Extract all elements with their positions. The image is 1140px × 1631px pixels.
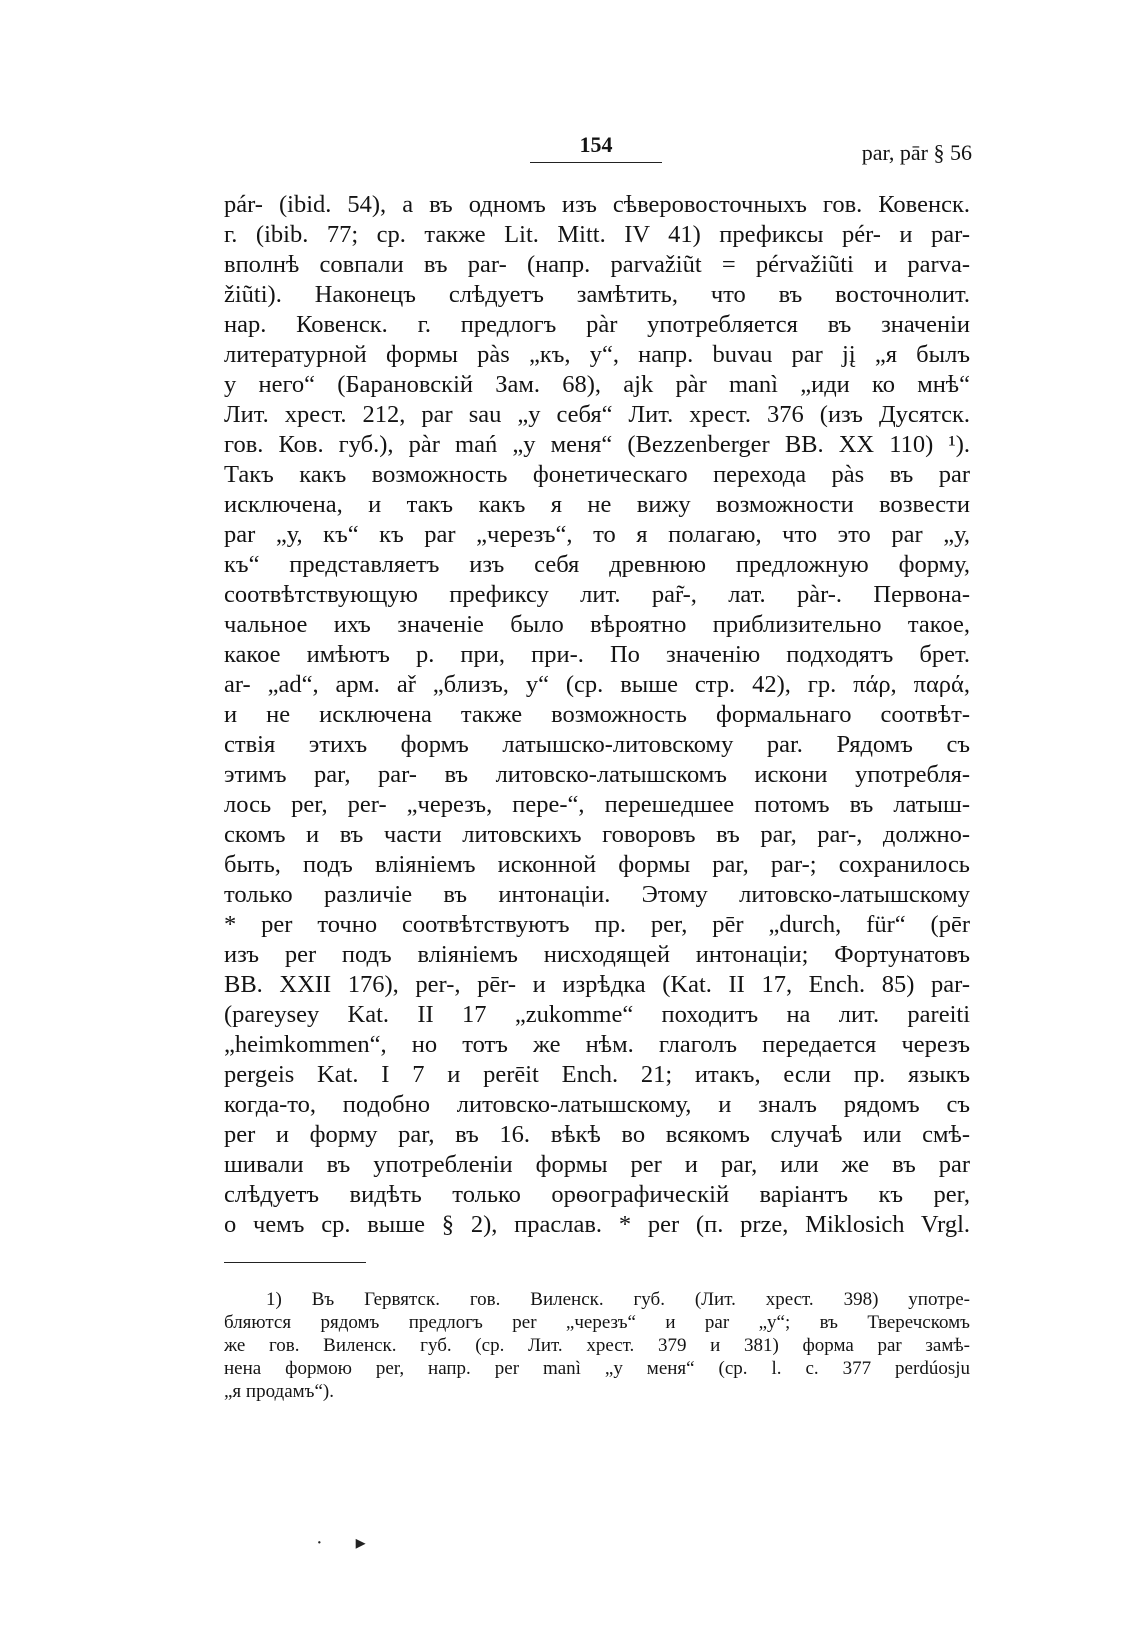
footnote-line: нена формою per, напр. per manì „у меня“ (ср. l. c. 377 perdúosju	[224, 1358, 970, 1379]
text-line: нар. Ковенск. г. предлогъ pàr употребляется въ значеніи	[224, 311, 970, 338]
printer-marks: · ▸	[316, 1532, 380, 1554]
text-line: этимъ par, par- въ литовско-латышскомъ искони употребля-	[224, 761, 970, 788]
text-line: чальное ихъ значеніе было вѣроятно приблизительно такое,	[224, 611, 970, 638]
text-line: вполнѣ совпали въ par- (напр. parvažiũt = pérvažiũti и parva-	[224, 251, 970, 278]
text-line: шивали въ употребленіи формы per и par, или же въ par	[224, 1151, 970, 1178]
text-line: у него“ (Барановскій Зам. 68), ajk pàr manì „иди ко мнѣ“	[224, 371, 970, 398]
text-line: Такъ какъ возможность фонетическаго перехода pàs въ par	[224, 461, 970, 488]
text-line: „heimkommen“, но тотъ же нѣм. глаголъ передается черезъ	[224, 1031, 970, 1058]
footnote	[224, 1288, 970, 1403]
text-line: только различіе въ интонаціи. Этому литовско-латышскому	[224, 881, 970, 908]
text-line: изъ per подъ вліяніемъ нисходящей интонаціи; Фортунатовъ	[224, 941, 970, 968]
text-line: pergeis Kat. I 7 и perēit Ench. 21; итакъ, если пр. языкъ	[224, 1061, 970, 1088]
text-line: къ“ представляетъ изъ себя древнюю предложную форму,	[224, 551, 970, 578]
text-line: * per точно соотвѣтствуютъ пр. per, pēr „durch, für“ (pēr	[224, 911, 970, 938]
page-header	[222, 132, 972, 172]
text-line: какое имѣютъ р. при, при-. По значенію подходятъ брет.	[224, 641, 970, 668]
text-line: žiũti). Наконецъ слѣдуетъ замѣтить, что въ восточнолит.	[224, 281, 970, 308]
text-line: (pareysey Kat. II 17 „zukomme“ походитъ на лит. pareiti	[224, 1001, 970, 1028]
footnote-separator	[224, 1262, 366, 1263]
text-line: per и форму par, въ 16. вѣкѣ во всякомъ случаѣ или смѣ-	[224, 1121, 970, 1148]
page-number: 154	[530, 132, 662, 163]
text-line: литературной формы pàs „къ, у“, напр. buvau par jį „я былъ	[224, 341, 970, 368]
running-head: par, pār § 56	[861, 140, 972, 165]
footnote-line: 1) Въ Гервятск. гов. Виленск. губ. (Лит. хрест. 398) употре-	[266, 1289, 970, 1310]
text-line: скомъ и въ части литовскихъ говоровъ въ par, par-, должно-	[224, 821, 970, 848]
text-line: г. (ibib. 77; ср. также Lit. Mitt. IV 41) префиксы pér- и par-	[224, 221, 970, 248]
text-line: Лит. хрест. 212, par sau „у себя“ Лит. хрест. 376 (изъ Дусятск.	[224, 401, 970, 428]
footnote-line: же гов. Виленск. губ. (ср. Лит. хрест. 379 и 381) форма par замѣ-	[224, 1335, 970, 1356]
text-line: быть, подъ вліяніемъ исконной формы par, par-; сохранилось	[224, 851, 970, 878]
text-line: слѣдуетъ видѣть только орѳографическій варіантъ къ per,	[224, 1181, 970, 1208]
text-line: гов. Ков. губ.), pàr mań „у меня“ (Bezzenberger BB. XX 110) ¹).	[224, 431, 970, 458]
footnote-line: „я продамъ“).	[224, 1381, 335, 1402]
text-line: par „у, къ“ къ par „черезъ“, то я полагаю, что это par „у,	[224, 521, 970, 548]
text-line: и не исключена также возможность формальнаго соотвѣт-	[224, 701, 970, 728]
text-line: pár- (ibid. 54), а въ одномъ изъ сѣверовосточныхъ гов. Ковенск.	[224, 191, 970, 218]
main-text	[224, 190, 970, 1240]
text-line: BB. XXII 176), per-, pēr- и изрѣдка (Kat. II 17, Ench. 85) par-	[224, 971, 970, 998]
text-line: лось per, per- „черезъ, пере-“, перешедшее потомъ въ латыш-	[224, 791, 970, 818]
text-line: соотвѣтствующую префиксу лит. par̃-, лат. pàr-. Первона-	[224, 581, 970, 608]
text-line: о чемъ ср. выше § 2), праслав. * per (п. prze, Miklosich Vrgl.	[224, 1211, 970, 1238]
text-line: ar- „ad“, арм. ař „близъ, у“ (ср. выше стр. 42), гр. πάρ, παρά,	[224, 671, 970, 698]
text-line: когда-то, подобно литовско-латышскому, и зналъ рядомъ съ	[224, 1091, 970, 1118]
text-line: ствія этихъ формъ латышско-литовскому par. Рядомъ съ	[224, 731, 970, 758]
footnote-line: бляются рядомъ предлогъ per „черезъ“ и par „у“; въ Тверечскомъ	[224, 1312, 970, 1333]
text-line: исключена, и такъ какъ я не вижу возможности возвести	[224, 491, 970, 518]
